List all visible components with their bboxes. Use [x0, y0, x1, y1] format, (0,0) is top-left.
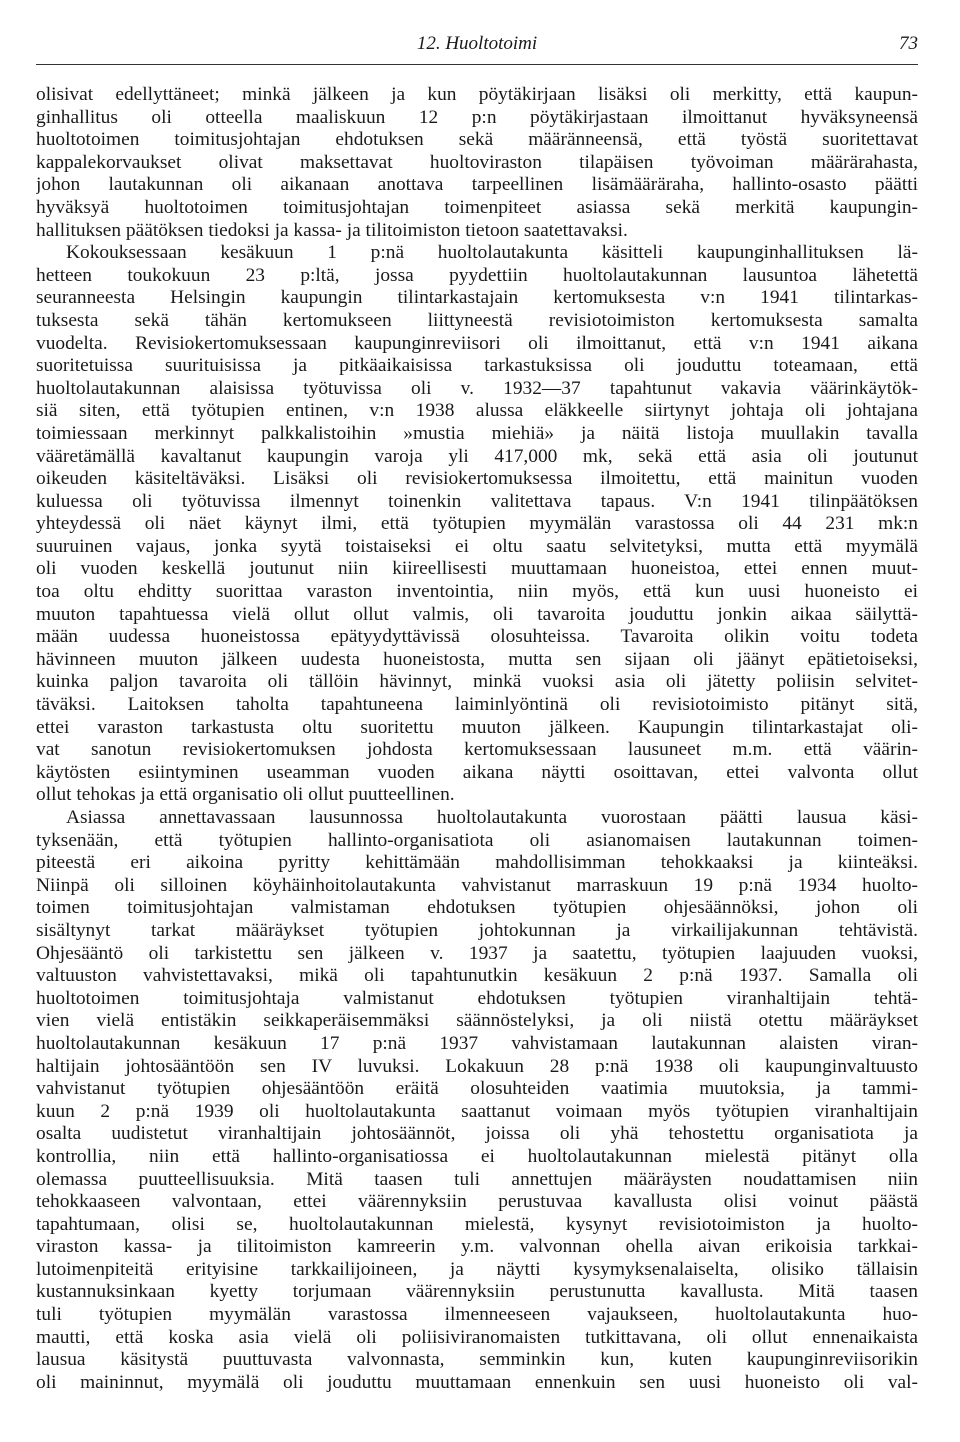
text-line: suoritetuissa suurituisissa ja pitkäaikaisissa tarkastuksissa oli jouduttu toteamaan, että: [36, 355, 918, 377]
text-line: hallituksen päätöksen tiedoksi ja kassa- ja tilitoimiston tietoon saatettavaksi.: [36, 219, 628, 241]
text-line: johon lautakunnan oli aikanaan anottava tarpeellinen lisämääräraha, hallinto-osasto päätti: [36, 174, 918, 196]
body-text: [36, 84, 918, 1394]
text-line: olisivat edellyttäneet; minkä jälkeen ja kun pöytäkirjaan lisäksi oli merkitty, että kaupun-: [36, 84, 918, 105]
text-line: oli vuoden keskellä joutunut niin kiireellisesti muuttamaan huoneistoa, ettei ennen muut-: [36, 558, 918, 580]
text-line: kuluessa oli työtuvissa ilmennyt toinenkin valitettava tapaus. V:n 1941 tilinpäätöksen: [36, 490, 918, 512]
text-line: valtuuston vahvistettavaksi, mikä oli tapahtunutkin kesäkuun 2 p:nä 1937. Samalla oli: [36, 965, 918, 987]
text-line: tehokkaaseen valvontaan, ettei väärennyksiin perustuvaa kavallusta olisi voinut päästä: [36, 1191, 918, 1213]
text-line: käytösten esiintyminen useamman vuoden aikana näytti osoittavan, ettei valvonta ollut: [36, 761, 918, 783]
text-line: olemassa puutteellisuuksia. Mitä taasen tuli annettujen määräysten noudattamisen niin: [36, 1168, 918, 1190]
text-line: vääretämällä kavaltanut kaupungin varoja yli 417,000 mk, sekä että asia oli joutunut: [36, 445, 918, 467]
header-rule: [36, 64, 918, 65]
text-line: muuton tapahtuessa vielä ollut ollut valmis, oli tavaroita jouduttu jonkin aikaa säilyttä-: [36, 603, 918, 625]
running-head: [36, 33, 918, 63]
text-line: kappalekorvaukset olivat maksettavat huoltoviraston tilapäisen työvoiman määrärahasta,: [36, 151, 918, 173]
text-line: huoltolautakunnan alaisissa työtuvissa oli v. 1932—37 tapahtunut vakavia väärinkäytök-: [36, 377, 918, 399]
text-line: oikeuden käsiteltäväksi. Lisäksi oli revisiokertomuksessa ilmoitettu, että mainitun vuoden: [36, 468, 918, 490]
text-line: ollut tehokas ja että organisatio oli ollut puutteellinen.: [36, 784, 455, 806]
text-line: seuranneesta Helsingin kaupungin tilintarkastajain kertomuksesta v:n 1941 tilintarkas-: [36, 287, 918, 309]
text-line: Asiassa annettavassaan lausunnossa huoltolautakunta vuorostaan päätti lausua käsi-: [66, 807, 918, 828]
text-line: täväksi. Laitoksen taholta tapahtuneena laiminlyöntinä oli revisiotoimisto pitänyt sitä,: [36, 694, 918, 716]
text-line: kontrollia, niin että hallinto-organisatiossa ei huoltolautakunnan mielestä pitänyt olla: [36, 1145, 918, 1167]
text-line: tuksesta sekä tähän kertomukseen liittyneestä revisiotoimiston kertomuksesta samalta: [36, 309, 918, 331]
text-line: toimiessaan merkinnyt palkkalistoihin »mustia miehiä» ja näitä listoja muullakin tavalla: [36, 422, 918, 444]
text-line: tyksenään, että työtupien hallinto-organisatiota oli asianomaisen lautakunnan toimen-: [36, 829, 918, 851]
text-line: Niinpä oli silloinen köyhäinhoitolautakunta vahvistanut marraskuun 19 p:nä 1934 huolto-: [36, 874, 918, 896]
text-line: tuli työtupien myymälän varastossa ilmenneeseen vajaukseen, huoltolautakunta huo-: [36, 1304, 918, 1326]
text-line: huoltotoimen toimitusjohtaja valmistanut ehdotuksen työtupien viranhaltijain tehtä-: [36, 987, 918, 1009]
text-line: kuun 2 p:nä 1939 oli huoltolautakunta saattanut voimaan myös työtupien viranhaltijain: [36, 1100, 918, 1122]
text-line: piteestä eri aikoina pyritty kehittämään mahdollisimman tehokkaaksi ja kiinteäksi.: [36, 852, 918, 874]
text-line: osalta uudistetut viranhaltijain johtosäännöt, joissa oli yhä tehostettu organisatiota ja: [36, 1123, 918, 1145]
text-line: Kokouksessaan kesäkuun 1 p:nä huoltolautakunta käsitteli kaupunginhallituksen lä-: [66, 242, 918, 264]
text-line: sisältynyt tarkat määräykset työtupien johtokunnan ja virkailijakunnan tehtävistä.: [36, 919, 918, 941]
text-line: Ohjesääntö oli tarkistettu sen jälkeen v. 1937 ja saatettu, työtupien laajuuden vuoksi,: [36, 942, 918, 964]
text-line: mään uudessa huoneistossa epätyydyttävissä olosuhteissa. Tavaroita olikin voitu todeta: [36, 626, 918, 648]
text-line: hävinneen muuton jälkeen uudesta huoneistosta, mutta sen sijaan oli jäänyt epätietoiseksi,: [36, 648, 918, 670]
text-line: huoltotoimen toimitusjohtajan ehdotuksen sekä määränneensä, että työstä suoritettavat: [36, 129, 918, 151]
text-line: siä siten, että työtupien entinen, v:n 1938 alussa eläkkeelle siirtynyt johtaja oli johtajana: [36, 400, 918, 422]
text-line: hetteen toukokuun 23 p:ltä, jossa pyydettiin huoltolautakunnan lausuntoa lähetettä: [36, 264, 918, 286]
text-line: vuodelta. Revisiokertomuksessaan kaupunginreviisori oli ilmoittanut, että v:n 1941 aikana: [36, 332, 918, 354]
text-line: mautti, että koska asia vielä oli poliisiviranomaisten tutkittavana, oli ollut ennenaikaista: [36, 1326, 918, 1348]
text-line: tapahtumaan, olisi se, huoltolautakunnan mielestä, kysynyt revisiotoimiston ja huolto-: [36, 1213, 918, 1235]
page-number: 73: [899, 33, 918, 54]
text-line: viraston kassa- ja tilitoimiston kamreerin y.m. valvonnan ohella aivan erikoisia tarkkai-: [36, 1236, 918, 1258]
text-line: yhteydessä oli näet käynyt ilmi, että työtupien myymälän varastossa oli 44 231 mk:n: [36, 513, 918, 535]
text-line: vat sanotun revisiokertomuksen johdosta kertomuksessaan lausuneet m.m. että väärin-: [36, 739, 918, 761]
text-line: vien vielä entistäkin seikkaperäisemmäksi säännöstelyksi, ja oli niistä otettu määräykset: [36, 1010, 918, 1032]
text-line: ginhallitus oli otteella maaliskuun 12 p:n pöytäkirjastaan ilmoittanut hyväksyneensä: [36, 106, 918, 128]
text-line: lutoimenpiteitä erityisine tarkkailijoineen, ja näytti kysymyksenalaiselta, olisiko tällaisin: [36, 1258, 918, 1280]
text-line: kuinka paljon tavaroita oli tällöin hävinnyt, minkä vuoksi asia oli jätetty poliisin selvitet-: [36, 671, 918, 693]
document-page: [36, 0, 918, 1442]
text-line: vahvistanut työtupien ohjesääntöön eräitä olosuhteiden vaatimia muutoksia, ja tammi-: [36, 1078, 918, 1100]
text-line: hyväksyä huoltotoimen toimitusjohtajan toimenpiteet asiassa sekä merkitä kaupungin-: [36, 196, 918, 218]
text-line: suuruinen vajaus, jonka syytä toistaiseksi ei oltu saatu selvitetyksi, mutta että myymälä: [36, 535, 918, 557]
text-line: toa oltu ehditty suorittaa varaston inventointia, niin myös, että kun uusi huoneisto ei: [36, 581, 918, 603]
text-line: ettei varaston tarkastusta oltu suoritettu muuton jälkeen. Kaupungin tilintarkastajat oli-: [36, 716, 918, 738]
text-line: haltijain johtosääntöön sen IV luvuksi. Lokakuun 28 p:nä 1938 oli kaupunginvaltuusto: [36, 1055, 918, 1077]
text-line: kustannuksinkaan kyetty torjumaan väärennyksiin perustunutta kavallusta. Mitä taasen: [36, 1281, 918, 1303]
text-line: lausua käsitystä puuttuvasta valvonnasta, semminkin kun, kuten kaupunginreviisorikin: [36, 1349, 918, 1371]
text-line: huoltolautakunnan kesäkuun 17 p:nä 1937 vahvistamaan lautakunnan alaisten viran-: [36, 1032, 918, 1054]
text-line: oli maininnut, myymälä oli jouduttu muuttamaan ennenkuin sen uusi huoneisto oli val-: [36, 1371, 918, 1393]
section-title: 12. Huoltotoimi: [416, 33, 538, 54]
text-line: toimen toimitusjohtajan valmistaman ehdotuksen työtupien ohjesäännöksi, johon oli: [36, 897, 918, 919]
